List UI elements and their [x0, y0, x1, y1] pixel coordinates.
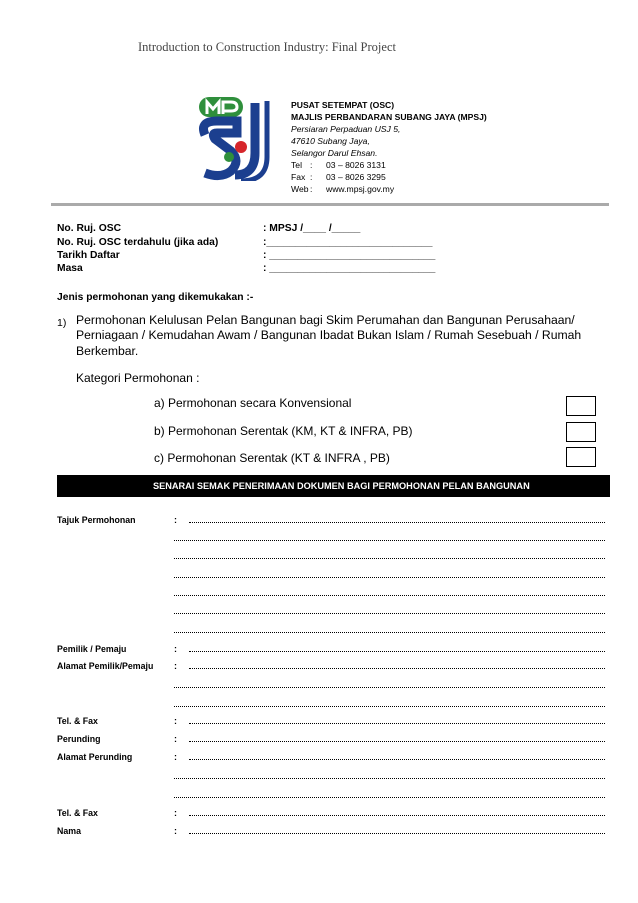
- ref-value-date[interactable]: : _____________________________: [263, 250, 436, 261]
- colon: :: [174, 644, 177, 654]
- fill-line[interactable]: [174, 577, 605, 578]
- checkbox-option-b[interactable]: [566, 422, 596, 442]
- org-address-3: Selangor Darul Ehsan.: [291, 148, 378, 158]
- colon: :: [174, 716, 177, 726]
- label-tel-1: Tel. & Fax: [57, 716, 98, 726]
- label-tajuk: Tajuk Permohonan: [57, 515, 136, 525]
- ref-value-prev[interactable]: :_____________________________: [263, 237, 433, 248]
- ref-value-time[interactable]: : _____________________________: [263, 263, 436, 274]
- colon: :: [174, 826, 177, 836]
- fill-line[interactable]: [189, 741, 605, 742]
- label-perunding: Perunding: [57, 734, 101, 744]
- fill-line[interactable]: [174, 797, 605, 798]
- organization-info: [291, 99, 487, 195]
- checklist-banner: SENARAI SEMAK PENERIMAAN DOKUMEN BAGI PERMOHONAN PELAN BANGUNAN: [57, 475, 610, 497]
- colon: :: [174, 515, 177, 525]
- fill-line[interactable]: [174, 540, 605, 541]
- org-fax: Fax : 03 – 8026 3295: [291, 172, 386, 182]
- colon: :: [174, 752, 177, 762]
- org-address-2: 47610 Subang Jaya,: [291, 136, 370, 146]
- fill-line[interactable]: [174, 706, 605, 707]
- colon: :: [174, 734, 177, 744]
- option-a: a) Permohonan secara Konvensional: [154, 396, 352, 410]
- org-web: Web : www.mpsj.gov.my: [291, 184, 395, 194]
- checkbox-option-a[interactable]: [566, 396, 596, 416]
- label-tel-2: Tel. & Fax: [57, 808, 98, 818]
- org-name-1: PUSAT SETEMPAT (OSC): [291, 100, 395, 110]
- document-header: Introduction to Construction Industry: Final Project: [138, 40, 396, 54]
- ref-label-time: Masa: [57, 263, 83, 274]
- option-b: b) Permohonan Serentak (KM, KT & INFRA, PB): [154, 424, 413, 438]
- org-name-2: MAJLIS PERBANDARAN SUBANG JAYA (MPSJ): [291, 112, 487, 122]
- fill-line[interactable]: [189, 759, 605, 760]
- fill-line[interactable]: [189, 833, 605, 834]
- fill-line[interactable]: [174, 558, 605, 559]
- ref-value-osc[interactable]: : MPSJ /____ /_____: [263, 223, 361, 234]
- label-pemilik: Pemilik / Pemaju: [57, 644, 127, 654]
- checkbox-option-c[interactable]: [566, 447, 596, 467]
- fill-line[interactable]: [174, 595, 605, 596]
- label-nama: Nama: [57, 826, 81, 836]
- item-number: 1): [57, 317, 67, 329]
- item-text: Permohonan Kelulusan Pelan Bangunan bagi Skim Perumahan dan Bangunan Perusahaan/ Perniagaan / Kemudahan Awam / Bangunan Ibadat Bukan Islam / Rumah Sesebuah / Rumah Berkembar.: [76, 313, 582, 358]
- fill-line[interactable]: [189, 815, 605, 816]
- fill-line[interactable]: [174, 632, 605, 633]
- colon: :: [174, 661, 177, 671]
- ref-label-prev: No. Ruj. OSC terdahulu (jika ada): [57, 237, 219, 248]
- fill-line[interactable]: [189, 723, 605, 724]
- option-c: c) Permohonan Serentak (KT & INFRA , PB): [154, 451, 390, 465]
- category-label: Kategori Permohonan :: [76, 371, 200, 385]
- fill-line[interactable]: [174, 687, 605, 688]
- colon: :: [174, 808, 177, 818]
- fill-line[interactable]: [189, 651, 605, 652]
- ref-label-date: Tarikh Daftar: [57, 250, 120, 261]
- mpsj-logo: [197, 95, 281, 181]
- label-alamat-pemilik: Alamat Pemilik/Pemaju: [57, 661, 154, 671]
- section-title: Jenis permohonan yang dikemukakan :-: [57, 292, 254, 303]
- fill-line[interactable]: [189, 522, 605, 523]
- fill-line[interactable]: [174, 613, 605, 614]
- ref-label-osc: No. Ruj. OSC: [57, 223, 122, 234]
- fill-line[interactable]: [189, 668, 605, 669]
- org-tel: Tel : 03 – 8026 3131: [291, 160, 386, 170]
- org-address-1: Persiaran Perpaduan USJ 5,: [291, 124, 401, 134]
- label-alamat-perunding: Alamat Perunding: [57, 752, 133, 762]
- header-divider: [51, 203, 609, 206]
- fill-line[interactable]: [174, 778, 605, 779]
